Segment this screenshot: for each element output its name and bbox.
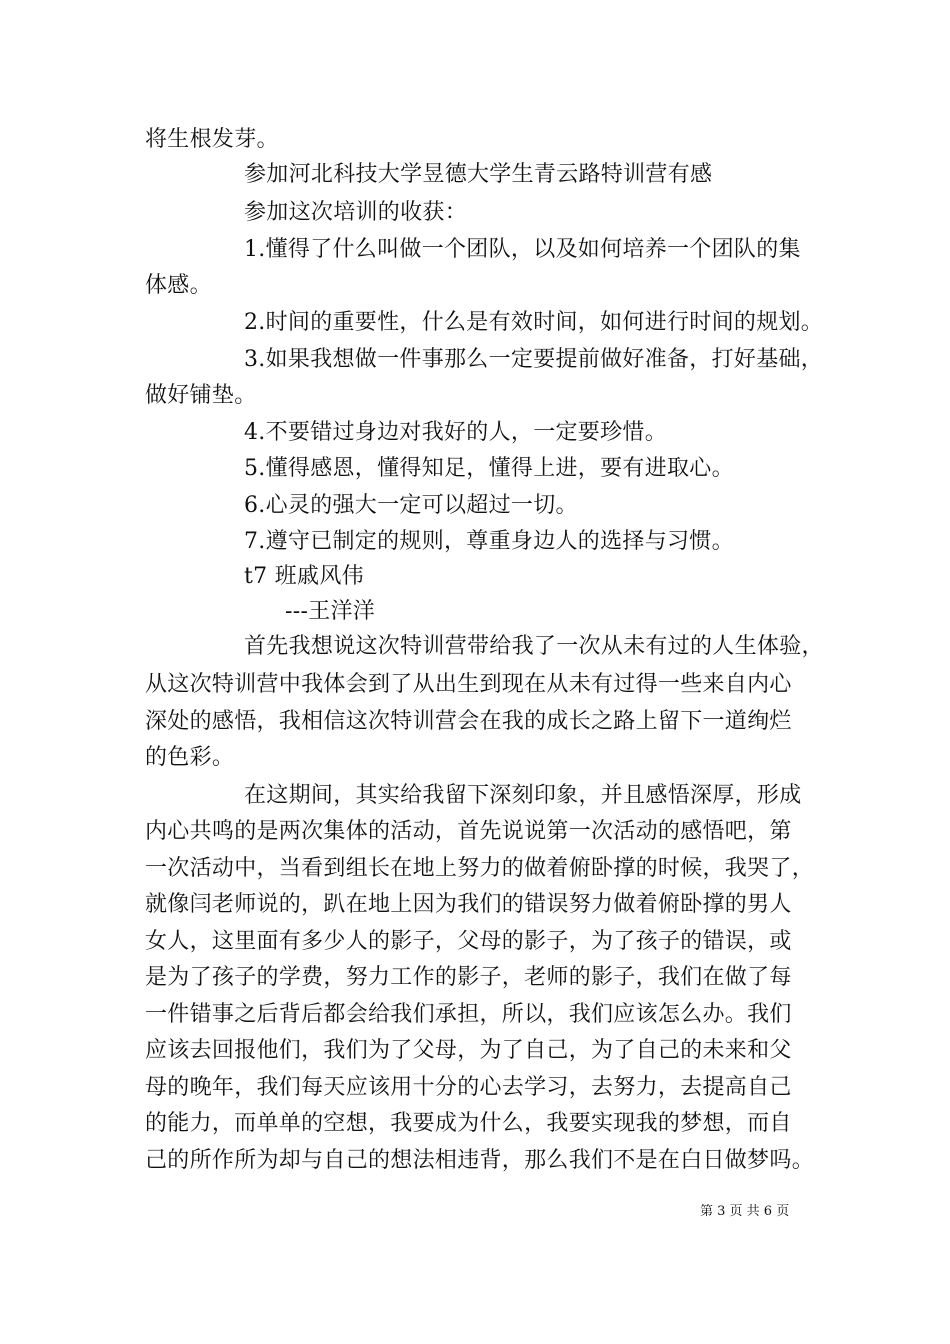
text-line: 女人，这里面有多少人的影子，父母的影子，为了孩子的错误，或 [145,929,792,954]
list-item: 2.时间的重要性，什么是有效时间，如何进行时间的规划。 [244,310,824,335]
text-line: 的色彩。 [145,745,235,770]
text-line: 母的晚年，我们每天应该用十分的心去学习，去努力，去提高自己 [145,1075,792,1100]
text-line: 深处的感悟，我相信这次特训营会在我的成长之路上留下一道绚烂 [145,709,792,734]
text-line: 就像闫老师说的，趴在地上因为我们的错误努力做着俯卧撑的男人 [145,892,792,917]
text-line: 内心共鸣的是两次集体的活动，首先说说第一次活动的感悟吧，第 [145,819,792,844]
text-line: 是为了孩子的学费，努力工作的影子，老师的影子，我们在做了每 [145,965,792,990]
text-line: 一次活动中，当看到组长在地上努力的做着俯卧撑的时候，我哭了， [145,856,815,881]
text-line: 首先我想说这次特训营带给我了一次从未有过的人生体验， [244,634,824,659]
text-line: 将生根发芽。 [145,127,279,152]
text-line: 己的所作所为却与自己的想法相违背，那么我们不是在白日做梦吗。 [145,1148,815,1173]
list-item: 7.遵守已制定的规则，尊重身边人的选择与习惯。 [244,529,734,554]
section-title: 参加河北科技大学昱德大学生青云路特训营有感 [244,162,713,187]
text-line: 一件错事之后背后都会给我们承担，所以，我们应该怎么办。我们 [145,1002,792,1027]
list-item: 1.懂得了什么叫做一个团队，以及如何培养一个团队的集 [244,237,801,262]
page-number: 第 3 页 共 6 页 [700,1204,790,1219]
list-item: 3.如果我想做一件事那么一定要提前做好准备，打好基础， [244,347,824,372]
author-line: ---王洋洋 [285,599,376,624]
text-line: 体感。 [145,273,212,298]
text-line: 做好铺垫。 [145,383,257,408]
text-line: 从这次特训营中我体会到了从出生到现在从未有过得一些来自内心 [145,672,792,697]
list-item: 6.心灵的强大一定可以超过一切。 [244,493,578,518]
text-line: 在这期间，其实给我留下深刻印象，并且感悟深厚，形成 [244,783,802,808]
list-item: 5.懂得感恩，懂得知足，懂得上进，要有进取心。 [244,456,734,481]
section-title: t7 班戚风伟 [244,564,364,589]
list-item: 4.不要错过身边对我好的人，一定要珍惜。 [244,420,667,445]
text-line: 的能力，而单单的空想，我要成为什么，我要实现我的梦想，而自 [145,1111,792,1136]
text-line: 参加这次培训的收获： [244,200,468,225]
text-line: 应该去回报他们，我们为了父母，为了自己，为了自己的未来和父 [145,1038,792,1063]
